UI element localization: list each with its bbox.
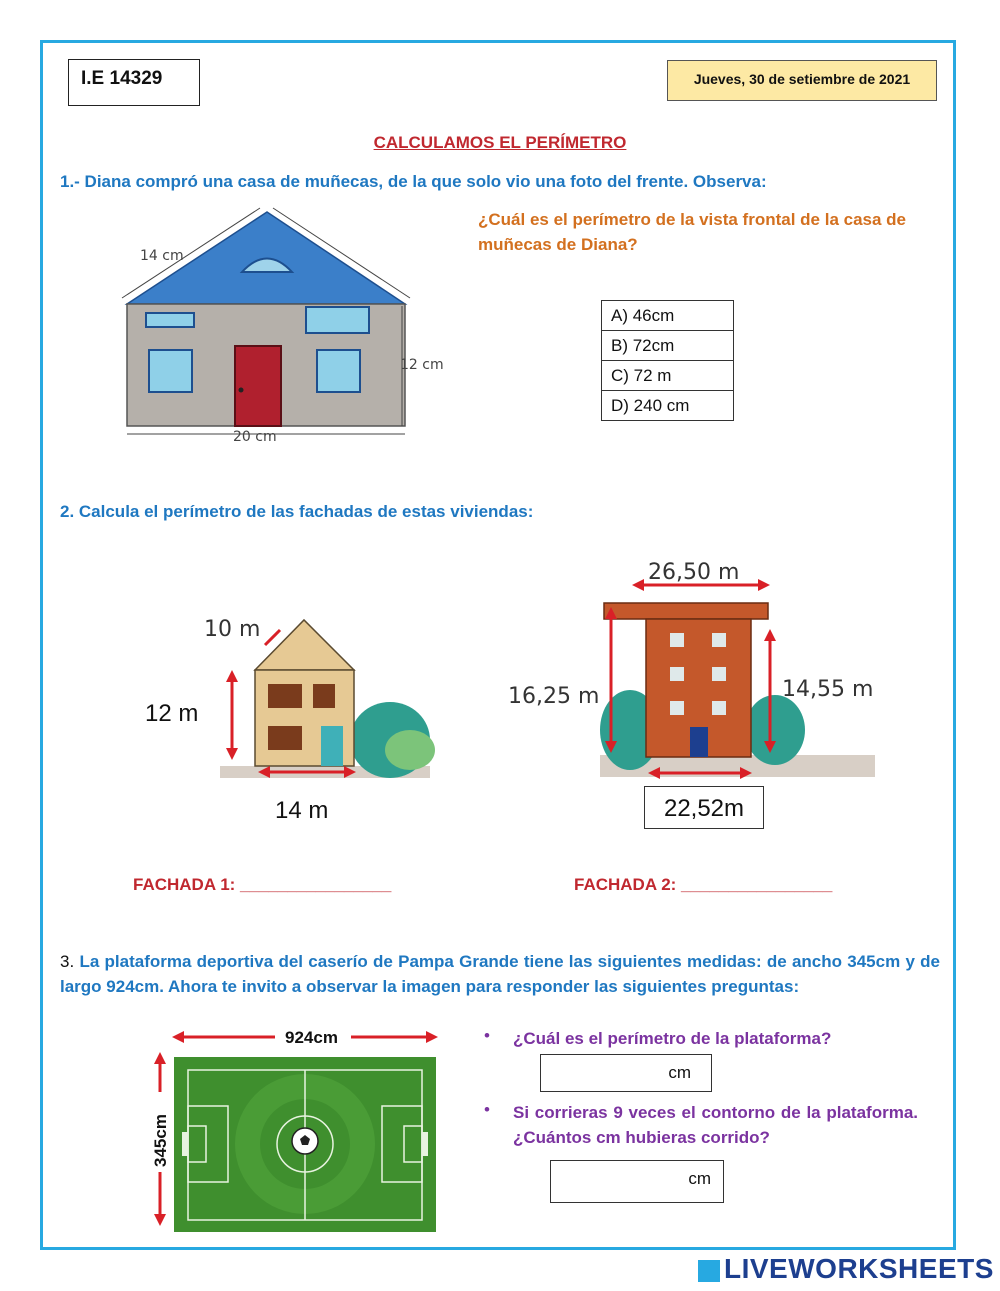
house1-width-label: 14 m [275,797,329,824]
house1-roof-label: 10 m [204,617,261,642]
house2-illustration [500,555,890,795]
house2-top-label: 26,50 m [648,560,740,585]
bullet1-dot: • [484,1026,490,1045]
q1-question: ¿Cuál es el perímetro de la vista frontal de la casa de muñecas de Diana? [478,210,906,254]
unit-label-1: cm [668,1063,691,1082]
perimeter-answer-input[interactable] [540,1054,712,1092]
distance-answer-input[interactable] [550,1160,724,1203]
house2-left-label: 16,25 m [508,684,600,709]
page-title: CALCULAMOS EL PERÍMETRO [373,133,627,152]
field-width-label: 345cm [151,1114,170,1167]
q3-bullet2: Si corrieras 9 veces el contorno de la plataforma. ¿Cuántos cm hubieras corrido? [513,1103,918,1147]
dollhouse-illustration [60,200,460,450]
roof-label: 14 cm [140,248,184,264]
height-label: 12 cm [400,357,444,373]
field-length-label: 924cm [285,1028,338,1047]
date-label: Jueves, 30 de setiembre de 2021 [667,60,937,101]
q3-prompt [60,949,940,999]
q1-prompt: 1.- Diana compró una casa de muñecas, de la que solo vio una foto del frente. Observa: [60,172,767,191]
q3-text: La plataforma deportiva del caserío de Pampa Grande tiene las siguientes medidas: de ancho 345cm y de largo 924cm. Ahora te invito a observar la imagen para responder las siguientes preguntas: [60,952,940,996]
house2-bottom-box: 22,52m [644,786,764,829]
liveworksheets-logo-icon [698,1260,720,1282]
bullet2-dot: • [484,1100,490,1119]
option-d[interactable]: D) 240 cm [602,391,734,421]
unit-label-2: cm [688,1169,711,1188]
option-c[interactable]: C) 72 m [602,361,734,391]
school-label: I.E 14329 [68,59,200,106]
fachada2-label[interactable]: FACHADA 2: ________________ [574,875,833,894]
q3-bullet1: ¿Cuál es el perímetro de la plataforma? [513,1029,832,1048]
q2-prompt: 2. Calcula el perímetro de las fachadas de estas viviendas: [60,502,534,521]
option-a[interactable]: A) 46cm [602,301,734,331]
option-b[interactable]: B) 72cm [602,331,734,361]
fachada1-label[interactable]: FACHADA 1: ________________ [133,875,392,894]
q1-options [601,300,734,421]
house1-height-label: 12 m [145,700,199,727]
width-label: 20 cm [233,429,277,445]
football-field-illustration [145,1022,445,1234]
liveworksheets-logo: LIVEWORKSHEETS [724,1253,994,1284]
q3-number: 3. [60,952,75,971]
house2-right-label: 14,55 m [782,677,874,702]
